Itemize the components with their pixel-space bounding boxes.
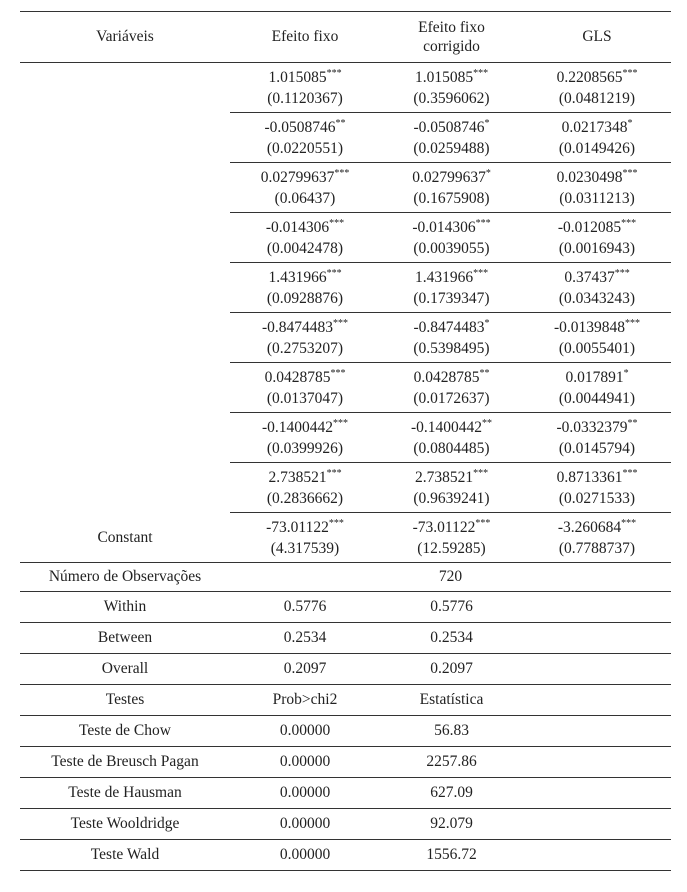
variable-label (20, 263, 230, 313)
coefficients-body (20, 63, 671, 563)
fixed-effect-corrected-cell (380, 363, 523, 413)
gls-significance: * (623, 367, 629, 379)
test-prob: 0.00000 (230, 840, 380, 871)
fixed-effect-corrected-cell (380, 513, 523, 563)
coefficient-row (20, 413, 671, 463)
r-squared-row (20, 592, 671, 623)
fixed-effect-corrected-value: 0.02799637 (412, 168, 486, 186)
gls-significance: *** (622, 167, 638, 179)
fixed-effect-std-error: (0.0137047) (266, 389, 344, 407)
fixed-effect-corrected-cell (380, 413, 523, 463)
fixed-effect-corrected-cell (380, 263, 523, 313)
gls-cell (523, 163, 671, 213)
fixed-effect-coefficient (230, 267, 380, 288)
fixed-effect-value: -0.0508746 (264, 118, 336, 136)
fixed-effect-corrected-significance: * (484, 317, 490, 329)
fixed-effect-corrected-coefficient (380, 67, 523, 88)
tests-header-prob: Prob>chi2 (230, 685, 380, 716)
coefficient-row (20, 263, 671, 313)
fixed-effect-significance: *** (328, 517, 344, 529)
fixed-effect-coefficient (230, 217, 380, 238)
coefficient-row (20, 163, 671, 213)
fixed-effect-corrected-cell (380, 313, 523, 363)
gls-significance: *** (622, 467, 638, 479)
empty-cell (523, 809, 671, 840)
fixed-effect-corrected-significance: * (485, 167, 491, 179)
gls-value: -0.0139848 (553, 318, 626, 336)
fixed-effect-corrected-cell (380, 163, 523, 213)
gls-cell (523, 513, 671, 563)
gls-value: 0.0217348 (561, 118, 628, 136)
test-stat: 92.079 (380, 809, 523, 840)
gls-coefficient (523, 467, 671, 488)
fixed-effect-corrected-coefficient (380, 117, 523, 138)
gls-coefficient (523, 167, 671, 188)
fixed-effect-corrected-std-error: (12.59285) (417, 539, 486, 557)
fixed-effect-corrected-value: -0.8474483 (413, 318, 485, 336)
fixed-effect-std-error: (0.1120367) (267, 89, 343, 107)
gls-coefficient (523, 367, 671, 388)
variable-label (20, 313, 230, 363)
gls-coefficient (523, 117, 671, 138)
test-prob: 0.00000 (230, 778, 380, 809)
fixed-effect-significance: *** (334, 167, 350, 179)
gls-std-error: (0.0311213) (559, 189, 635, 207)
fixed-effect-corrected-cell (380, 113, 523, 163)
test-stat: 1556.72 (380, 840, 523, 871)
fixed-effect-cell (230, 263, 380, 313)
fixed-effect-corrected-significance: ** (482, 417, 493, 429)
tests-header-row (20, 685, 671, 716)
test-stat: 2257.86 (380, 747, 523, 778)
fixed-effect-corrected-value: 2.738521 (414, 468, 474, 486)
gls-cell (523, 313, 671, 363)
gls-coefficient (523, 417, 671, 438)
header-fixed-effect-corrected (380, 12, 523, 63)
fixed-effect-value: 1.431966 (268, 268, 327, 286)
gls-coefficient (523, 217, 671, 238)
gls-std-error: (0.0044941) (558, 389, 636, 407)
header-fixed-effect: Efeito fixo (230, 12, 380, 63)
results-table (20, 11, 671, 871)
empty-cell (523, 747, 671, 778)
fixed-effect-corrected-cell (380, 63, 523, 113)
fixed-effect-corrected-std-error: (0.3596062) (413, 89, 490, 107)
fixed-effect-cell (230, 63, 380, 113)
gls-cell (523, 413, 671, 463)
test-row (20, 840, 671, 871)
fixed-effect-corrected-std-error: (0.0804485) (413, 439, 490, 457)
fixed-effect-value: 1.015085 (268, 68, 327, 86)
gls-value: -0.0332379 (556, 418, 628, 436)
r-squared-fixed-effect-corrected: 0.2097 (380, 654, 523, 685)
fixed-effect-corrected-std-error: (0.1739347) (413, 289, 490, 307)
r-squared-row (20, 654, 671, 685)
fixed-effect-corrected-coefficient (380, 167, 523, 188)
fixed-effect-cell (230, 163, 380, 213)
variable-label (20, 113, 230, 163)
empty-cell (523, 840, 671, 871)
fixed-effect-std-error: (0.2753207) (266, 339, 344, 357)
header-gls: GLS (523, 12, 671, 63)
test-row (20, 809, 671, 840)
fixed-effect-corrected-coefficient (380, 317, 523, 338)
fixed-effect-coefficient (230, 117, 380, 138)
gls-cell (523, 263, 671, 313)
gls-significance: *** (614, 267, 630, 279)
fixed-effect-corrected-significance: * (484, 117, 490, 129)
coefficient-row (20, 463, 671, 513)
header-fixed-effect-corrected-line2: corrigido (423, 38, 480, 55)
gls-cell (523, 463, 671, 513)
gls-significance: *** (622, 67, 638, 79)
fixed-effect-corrected-value: -0.014306 (412, 218, 476, 236)
fixed-effect-coefficient (230, 317, 380, 338)
gls-cell (523, 63, 671, 113)
empty-cell (523, 778, 671, 809)
gls-std-error: (0.0481219) (558, 89, 636, 107)
fixed-effect-value: 0.0428785 (264, 368, 331, 386)
fixed-effect-corrected-coefficient (380, 417, 523, 438)
empty-cell (523, 685, 671, 716)
fixed-effect-std-error: (0.0399926) (266, 439, 344, 457)
fixed-effect-corrected-value: -0.0508746 (413, 118, 485, 136)
fixed-effect-corrected-value: -73.01122 (412, 518, 476, 536)
test-label: Teste de Breusch Pagan (20, 747, 230, 778)
fixed-effect-significance: *** (330, 367, 346, 379)
fixed-effect-significance: *** (329, 217, 345, 229)
r-squared-label: Between (20, 623, 230, 654)
gls-std-error: (0.0145794) (558, 439, 636, 457)
fixed-effect-corrected-coefficient (380, 217, 523, 238)
fixed-effect-value: -0.8474483 (261, 318, 334, 336)
fixed-effect-coefficient (230, 467, 380, 488)
gls-value: 0.8713361 (556, 468, 623, 486)
test-label: Teste de Chow (20, 716, 230, 747)
fixed-effect-significance: *** (333, 317, 349, 329)
fixed-effect-corrected-value: 0.0428785 (413, 368, 480, 386)
fixed-effect-significance: *** (326, 467, 342, 479)
fixed-effect-cell (230, 363, 380, 413)
test-row (20, 716, 671, 747)
test-stat: 56.83 (380, 716, 523, 747)
gls-value: 0.0230498 (556, 168, 623, 186)
fixed-effect-corrected-significance: ** (479, 367, 490, 379)
test-label: Teste Wald (20, 840, 230, 871)
coefficient-row (20, 313, 671, 363)
fixed-effect-corrected-std-error: (0.5398495) (413, 339, 490, 357)
variable-label (20, 363, 230, 413)
fixed-effect-value: -0.014306 (265, 218, 330, 236)
tests-header-stat: Estatística (380, 685, 523, 716)
r-squared-label: Overall (20, 654, 230, 685)
gls-std-error: (0.0055401) (558, 339, 636, 357)
empty-cell (523, 654, 671, 685)
coefficient-row (20, 113, 671, 163)
test-prob: 0.00000 (230, 716, 380, 747)
fixed-effect-corrected-coefficient (380, 267, 523, 288)
test-stat: 627.09 (380, 778, 523, 809)
gls-std-error: (0.7788737) (558, 539, 636, 557)
fixed-effect-std-error: (0.0928876) (266, 289, 344, 307)
r-squared-row (20, 623, 671, 654)
fixed-effect-significance: *** (333, 417, 349, 429)
gls-std-error: (0.0271533) (558, 489, 636, 507)
fixed-effect-cell (230, 413, 380, 463)
gls-std-error: (0.0149426) (558, 139, 636, 157)
fixed-effect-significance: *** (326, 67, 342, 79)
r-squared-fixed-effect: 0.5776 (230, 592, 380, 623)
gls-std-error: (0.0343243) (558, 289, 636, 307)
statistics-body (20, 563, 671, 871)
fixed-effect-corrected-significance: *** (475, 517, 491, 529)
fixed-effect-std-error: (4.317539) (270, 539, 340, 557)
gls-significance: ** (627, 417, 638, 429)
test-label: Teste Wooldridge (20, 809, 230, 840)
r-squared-fixed-effect-corrected: 0.5776 (380, 592, 523, 623)
fixed-effect-corrected-coefficient (380, 367, 523, 388)
fixed-effect-coefficient (230, 417, 380, 438)
gls-coefficient (523, 517, 671, 538)
fixed-effect-cell (230, 313, 380, 363)
coefficient-row (20, 63, 671, 113)
gls-value: -0.012085 (557, 218, 622, 236)
test-prob: 0.00000 (230, 809, 380, 840)
observations-row (20, 563, 671, 592)
header-row (20, 12, 671, 63)
fixed-effect-std-error: (0.06437) (274, 189, 336, 207)
gls-value: -3.260684 (557, 518, 622, 536)
fixed-effect-corrected-std-error: (0.0259488) (413, 139, 490, 157)
header-variables: Variáveis (20, 12, 230, 63)
fixed-effect-coefficient (230, 367, 380, 388)
fixed-effect-corrected-cell (380, 463, 523, 513)
fixed-effect-corrected-std-error: (0.9639241) (413, 489, 490, 507)
fixed-effect-corrected-significance: *** (473, 267, 489, 279)
fixed-effect-corrected-std-error: (0.0039055) (413, 239, 490, 257)
variable-label (20, 63, 230, 113)
gls-cell (523, 113, 671, 163)
gls-significance: * (627, 117, 633, 129)
variable-label (20, 213, 230, 263)
r-squared-label: Within (20, 592, 230, 623)
tests-header-label: Testes (20, 685, 230, 716)
coefficient-row (20, 513, 671, 563)
variable-label: Constant (20, 513, 230, 563)
empty-cell (523, 592, 671, 623)
gls-coefficient (523, 317, 671, 338)
fixed-effect-significance: *** (326, 267, 342, 279)
fixed-effect-corrected-coefficient (380, 467, 523, 488)
variable-label (20, 463, 230, 513)
variable-label (20, 413, 230, 463)
gls-std-error: (0.0016943) (558, 239, 636, 257)
fixed-effect-corrected-coefficient (380, 517, 523, 538)
observations-value: 720 (230, 563, 671, 592)
fixed-effect-coefficient (230, 517, 380, 538)
fixed-effect-value: -73.01122 (266, 518, 329, 536)
test-prob: 0.00000 (230, 747, 380, 778)
test-row (20, 778, 671, 809)
fixed-effect-cell (230, 213, 380, 263)
fixed-effect-corrected-significance: *** (473, 67, 489, 79)
coefficient-row (20, 363, 671, 413)
gls-significance: *** (621, 517, 637, 529)
r-squared-fixed-effect: 0.2534 (230, 623, 380, 654)
fixed-effect-cell (230, 463, 380, 513)
test-row (20, 747, 671, 778)
fixed-effect-corrected-value: 1.015085 (414, 68, 474, 86)
fixed-effect-corrected-value: -0.1400442 (410, 418, 483, 436)
gls-value: 0.37437 (564, 268, 615, 286)
variable-label (20, 163, 230, 213)
fixed-effect-corrected-std-error: (0.1675908) (413, 189, 490, 207)
empty-cell (523, 623, 671, 654)
fixed-effect-std-error: (0.2836662) (266, 489, 344, 507)
r-squared-fixed-effect-corrected: 0.2534 (380, 623, 523, 654)
coefficient-row (20, 213, 671, 263)
fixed-effect-corrected-std-error: (0.0172637) (413, 389, 490, 407)
empty-cell (523, 716, 671, 747)
gls-coefficient (523, 67, 671, 88)
gls-coefficient (523, 267, 671, 288)
gls-significance: *** (621, 217, 637, 229)
fixed-effect-significance: ** (335, 117, 346, 129)
fixed-effect-value: 0.02799637 (260, 168, 335, 186)
fixed-effect-corrected-cell (380, 213, 523, 263)
fixed-effect-std-error: (0.0042478) (266, 239, 344, 257)
fixed-effect-std-error: (0.0220551) (266, 139, 344, 157)
gls-cell (523, 363, 671, 413)
test-label: Teste de Hausman (20, 778, 230, 809)
fixed-effect-value: -0.1400442 (261, 418, 334, 436)
r-squared-fixed-effect: 0.2097 (230, 654, 380, 685)
fixed-effect-corrected-significance: *** (473, 467, 489, 479)
fixed-effect-coefficient (230, 67, 380, 88)
gls-value: 0.2208565 (556, 68, 623, 86)
fixed-effect-value: 2.738521 (268, 468, 327, 486)
fixed-effect-corrected-significance: *** (475, 217, 491, 229)
fixed-effect-corrected-value: 1.431966 (414, 268, 474, 286)
header-fixed-effect-corrected-line1: Efeito fixo (418, 19, 485, 36)
observations-label: Número de Observações (20, 563, 230, 592)
gls-significance: *** (625, 317, 641, 329)
gls-cell (523, 213, 671, 263)
gls-value: 0.017891 (565, 368, 624, 386)
fixed-effect-coefficient (230, 167, 380, 188)
fixed-effect-cell (230, 113, 380, 163)
fixed-effect-cell (230, 513, 380, 563)
